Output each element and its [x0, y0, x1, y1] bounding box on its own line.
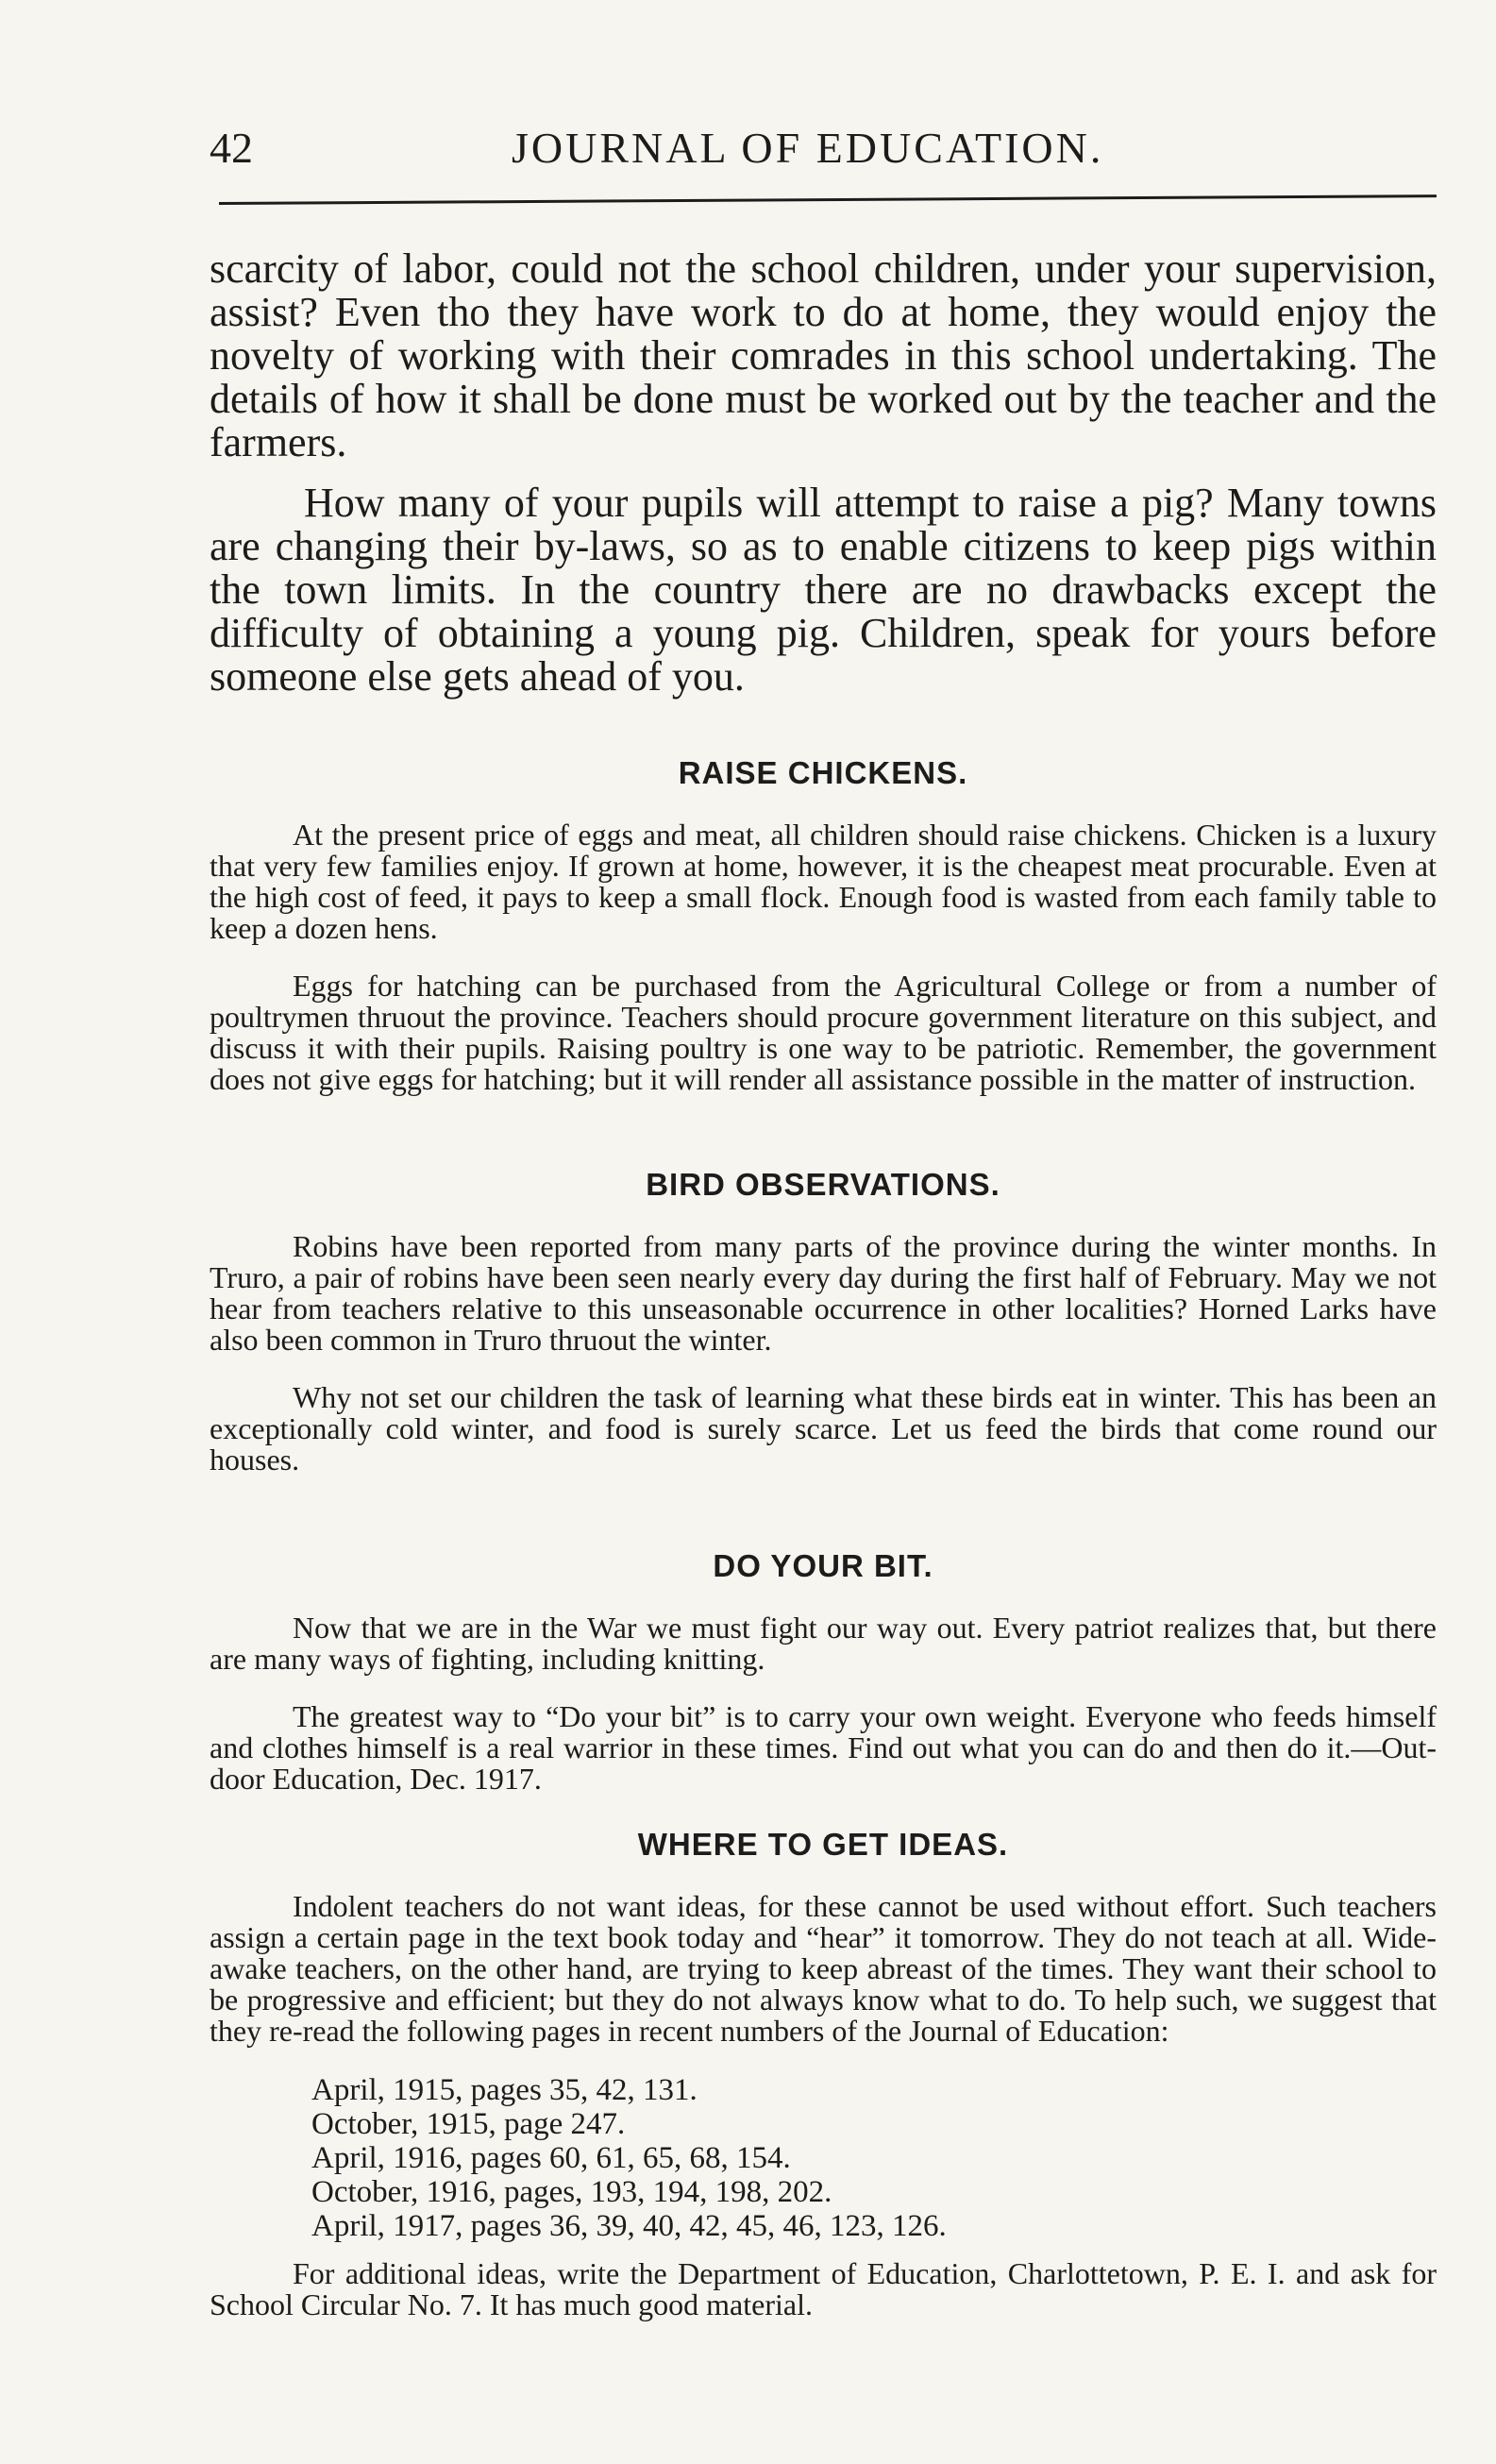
reference-item: April, 1915, pages 35, 42, 131. — [311, 2073, 698, 2107]
reference-list — [311, 2073, 1437, 2243]
header-rule — [219, 194, 1437, 205]
section-bird-observations — [210, 1167, 1437, 1502]
closing-paragraph: For additional ideas, write the Department of Education, Charlottetown, P. E. I. and ask for School Circular No. 7. It has much good material. — [210, 2256, 1437, 2321]
reference-item: April, 1916, pages 60, 61, 65, 68, 154. — [311, 2141, 791, 2175]
journal-title: JOURNAL OF EDUCATION. — [512, 124, 1104, 172]
section-heading: WHERE TO GET IDEAS. — [637, 1827, 1009, 1862]
section-paragraph: Eggs for hatching can be purchased from the Agricultural College or from a number of poultrymen thruout the province. Teachers should procure government literature on this subject, and discuss it with their pupils. Raising poultry is one way to be patriotic. Remember, the government does not give eggs for hatching; but it will render all assistance possible in the matter of instruction. — [210, 969, 1437, 1096]
section-paragraph: At the present price of eggs and meat, all children should raise chickens. Chicken is a luxury that very few families enjoy. If grown at home, however, it is the cheapest meat procurable. Even at the high cost of feed, it pays to keep a small flock. Enough food is wasted from each family table to keep a dozen hens. — [210, 818, 1437, 945]
section-paragraph: Robins have been reported from many parts of the province during the winter months. In Truro, a pair of robins have been seen nearly every day during the first half of February. May we not hear from teachers relative to this unseasonable occurrence in other localities? Horned Larks have also been common in Truro thruout the winter. — [210, 1229, 1437, 1357]
section-paragraph: Indolent teachers do not want ideas, for these cannot be used without effort. Such teachers assign a certain page in the text book today and “hear” it tomorrow. They do not teach at all. Wide-awake teachers, on the other hand, are trying to keep abreast of the times. They want their school to be progressive and efficient; but they do not always know what to do. To help such, we suggest that they re-read the following pages in recent numbers of the Journal of Education: — [210, 1889, 1437, 2048]
section-heading: BIRD OBSERVATIONS. — [646, 1167, 1000, 1202]
page-header — [210, 115, 1446, 181]
section-raise-chickens — [210, 755, 1437, 1122]
section-where-to-get-ideas — [210, 1827, 1437, 2347]
reference-item: April, 1917, pages 36, 39, 40, 42, 45, 46, 123, 126. — [311, 2209, 947, 2243]
intro-paragraph-2: How many of your pupils will attempt to raise a pig? Many towns are changing their by-laws, so as to enable citizens to keep pigs within the town limits. In the country there are no drawbacks except the difficulty of obtaining a young pig. Children, speak for yours before someone else gets ahead of you. — [210, 480, 1437, 700]
section-paragraph: Why not set our children the task of learning what these birds eat in winter. This has been an exceptionally cold winter, and food is surely scarce. Let us feed the birds that come round our houses. — [210, 1380, 1437, 1477]
section-heading: RAISE CHICKENS. — [678, 755, 968, 790]
section-paragraph: Now that we are in the War we must fight our way out. Every patriot realizes that, but there are many ways of fighting, including knitting. — [210, 1611, 1437, 1676]
intro-text — [210, 247, 1437, 716]
section-do-your-bit — [210, 1548, 1437, 1821]
reference-item: October, 1916, pages, 193, 194, 198, 202. — [311, 2175, 832, 2209]
page-number: 42 — [210, 124, 253, 172]
section-heading: DO YOUR BIT. — [713, 1548, 933, 1583]
intro-paragraph-1: scarcity of labor, could not the school children, under your supervision, assist? Even tho they have work to do at home, they would enjoy the novelty of working with their comrades in this school undertaking. The details of how it shall be done must be worked out by the teacher and the farmers. — [210, 245, 1437, 465]
reference-item: October, 1915, page 247. — [311, 2107, 626, 2141]
section-paragraph: The greatest way to “Do your bit” is to carry your own weight. Everyone who feeds himself and clothes himself is a real warrior in these times. Find out what you can do and then do it.—Out-door Education, Dec. 1917. — [210, 1699, 1437, 1796]
